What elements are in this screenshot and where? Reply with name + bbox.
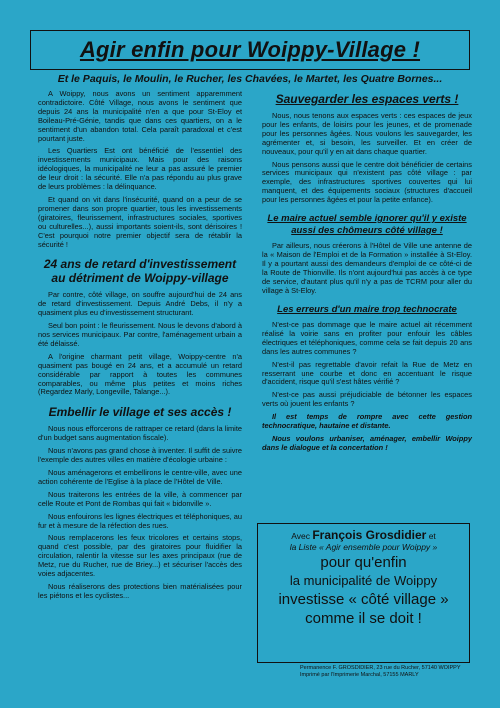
- paragraph: Nous traiterons les entrées de la ville, à commencer par celle Route et Pont de Rombas qui fait « bidonville ».: [38, 489, 242, 508]
- right-column: [262, 90, 472, 457]
- box-text-et: et: [426, 531, 436, 541]
- section-heading-chomeurs: Le maire actuel semble ignorer qu'il y existe aussi des chômeurs côté village !: [267, 213, 467, 236]
- paragraph: N'est-ce pas dommage que le maire actuel ait récemment réalisé la voirie sans en profiter pour enfouir les câbles électriques et téléphoniques, comme cela se fait depuis 20 ans dans les autres communes ?: [262, 320, 472, 356]
- box-line-avec: [258, 530, 469, 542]
- paragraph: Nous nous efforcerons de rattraper ce retard (dans la limite d'un budget sans augmentation fiscale).: [38, 424, 242, 443]
- paragraph: Nous, nous tenons aux espaces verts : ces espaces de jeux pour les enfants, de loisirs pour les jeunes, et de promenade pour les personnes âgées. Nous voulons les sauvegarder, les agrémenter et, si besoin, les surveiller. Et en créer de nouveaux, pour qu'il y en ait dans chaque quartier.: [262, 111, 472, 156]
- paragraph: Par contre, côté village, on souffre aujourd'hui de 24 ans de retard d'investissement. Depuis André Debs, il n'y a quasiment plus eu d'investissement structurant.: [38, 290, 242, 318]
- paragraph: Seul bon point : le fleurissement. Nous le devons d'abord à nos services municipaux. Par contre, l'aménagement urbain a été délaissé.: [38, 321, 242, 348]
- footer-imprimerie: Imprimé par l'Imprimerie Marchal, 57155 MARLY: [300, 672, 419, 678]
- page-title: Agir enfin pour Woippy-Village !: [79, 37, 421, 62]
- section-heading-retard: 24 ans de retard d'investissement au détriment de Woippy-village: [43, 257, 237, 286]
- paragraph-emphasis: Il est temps de rompre avec cette gestion technocratique, hautaine et distante.: [262, 412, 472, 431]
- paragraph: N'est-il pas regrettable d'avoir refait la Rue de Metz en resserrant une courbe et donc en accentuant le risque d'accident, risque qu'il s'est hâtes vérifié ?: [262, 359, 472, 387]
- box-slogan-2: la municipalité de Woippy: [289, 573, 438, 588]
- paragraph: Par ailleurs, nous créerons à l'Hôtel de Ville une antenne de la « Maison de l'Emploi et de la Formation » installée à St-Eloy. Il y a pourtant aussi des demandeurs d'emploi de ce côté-ci de la Route de Thionville. Ils n'ont aujourd'hui pas accès à ce type de service, d'autant plus qu'il n'y a pas de TCRM pour aller du village à St-Eloy.: [262, 241, 472, 295]
- box-text-avec: Avec: [291, 531, 313, 541]
- paragraph: N'est-ce pas aussi préjudiciable de bétonner les espaces verts où jouent les enfants ?: [262, 390, 472, 409]
- list-name: la Liste « Agir ensemble pour Woippy »: [289, 542, 438, 552]
- paragraph: Nous enfouirons les lignes électriques et téléphoniques, au fur et à mesure de la réfection des rues.: [38, 511, 242, 530]
- paragraph: Nous réaliserons des protections bien matérialisées pour les piétons et les cyclistes...: [38, 581, 242, 600]
- left-column: [38, 90, 242, 605]
- paragraph: Les Quartiers Est ont bénéficié de l'essentiel des investissements municipaux. Mais pour des raisons idéologiques, la municipalité ne leur a pas assuré le premier de leur droit : la sécurité. Elle n'a pas répondu au plus grave de leurs problèmes : la délinquance.: [38, 146, 242, 192]
- page-subtitle: Et le Paquis, le Moulin, le Rucher, les Chavées, le Martet, les Quatre Bornes...: [57, 73, 443, 85]
- footer-credits: [300, 665, 480, 679]
- candidate-box: [257, 523, 470, 663]
- paragraph: Nous n'avons pas grand chose à inventer. Il suffit de suivre l'exemple des autres villes en matière d'écologie urbaine :: [38, 446, 242, 465]
- paragraph: Nous pensons aussi que le centre doit bénéficier de certains services municipaux qui n'existent pas côté village : par exemple, des infrastructures sportives couvertes qui lui manquent, et des équipements sociaux (structures d'accueil pour les personnes âgées et pour la petite enfance).: [262, 159, 472, 205]
- title-box: [30, 30, 470, 70]
- paragraph: A l'origine charmant petit village, Woippy-centre n'a quasiment pas bougé en 24 ans, et a accumulé un retard considérable par rapport à toutes les communes comparables, ou même plus petites et moins riches (Regardez Marly, Longeville, Talange...).: [38, 351, 242, 397]
- section-heading-espaces-verts: Sauvegarder les espaces verts !: [275, 92, 459, 106]
- paragraph: Nous aménagerons et embellirons le centre-ville, avec une action cohérente de l'Eglise à la place de l'Hôtel de Ville.: [38, 468, 242, 486]
- box-slogan-1: pour qu'enfin: [320, 554, 407, 571]
- box-slogan-4: comme il se doit !: [305, 610, 422, 627]
- paragraph: A Woippy, nous avons un sentiment apparemment contradictoire. Côté Village, nous avons le sentiment que depuis 24 ans la municipalité n'en a que pour St-Eloy et Boileau-Pré-Génie, tandis que dans ces quartiers, on a le sentiment d'un abandon total. Cela paraît paradoxal et c'est pourtant juste.: [38, 89, 242, 143]
- footer-permanence: Permanence F. GROSDIDIER, 23 rue du Rucher, 57140 WOIPPY: [300, 665, 461, 671]
- box-slogan-3: investisse « côté village »: [278, 591, 449, 608]
- paragraph: Et quand on vit dans l'insécurité, quand on a peur de se promener dans son propre quartier, tous les investissements (giratoires, fleurissement, infrastructures sociales, sportives ou culturelles...), aussi importants soient-ils, sont dérisoires ! C'est pourquoi notre premier objectif sera de rétablir la sécurité !: [38, 194, 242, 249]
- candidate-name: François Grosdidier: [312, 528, 427, 542]
- paragraph-emphasis: Nous voulons urbaniser, aménager, embellir Woippy dans le dialogue et la concertation !: [262, 433, 472, 452]
- section-heading-erreurs: Les erreurs d'un maire trop technocrate: [277, 303, 457, 315]
- section-heading-embellir: Embellir le village et ses accès !: [48, 405, 232, 420]
- paragraph: Nous remplacerons les feux tricolores et certains stops, quand c'est possible, par des giratoires pour fluidifier la circulation, ralentir la vitesse sur les axes principaux (rue de Metz, rue du Rucher, rue de Briey...) et sécuriser l'accès des voies adjacentes.: [38, 533, 242, 579]
